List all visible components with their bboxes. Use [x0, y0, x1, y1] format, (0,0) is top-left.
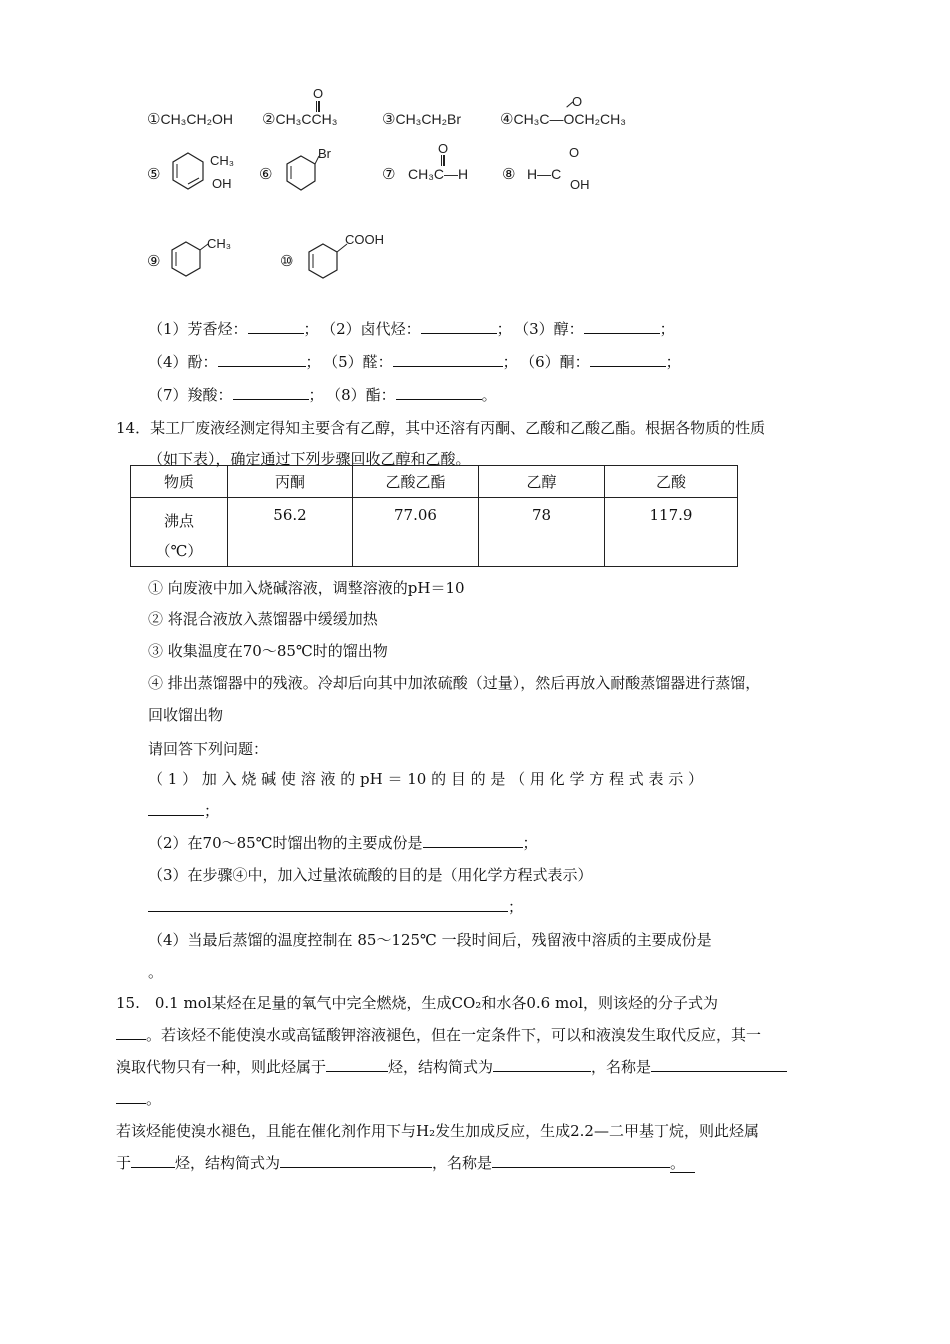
- q15-text: ，名称是: [591, 1058, 652, 1076]
- blank[interactable]: [396, 385, 482, 400]
- blank[interactable]: [584, 319, 660, 334]
- structure-3: [382, 110, 461, 128]
- structure-number: ⑤: [147, 165, 161, 183]
- q14-step-1: ① 向废液中加入烧碱溶液，调整溶液的pH＝10: [148, 579, 465, 597]
- blank[interactable]: [233, 385, 309, 400]
- q15-line-4: [116, 1088, 161, 1109]
- structure-number: ⑥: [259, 165, 273, 183]
- separator: ；: [522, 834, 538, 852]
- structure-number: ⑦: [382, 165, 396, 183]
- q15-text: 烃，结构简式为: [175, 1154, 281, 1172]
- carbonyl-oxygen: O: [438, 141, 449, 156]
- separator: ；: [308, 386, 324, 404]
- structure-number: ③: [382, 110, 396, 128]
- hydroxyl-group: OH: [570, 177, 590, 192]
- structure-1: [147, 110, 233, 128]
- q14-step-3: ③ 收集温度在70～85℃时的馏出物: [148, 642, 388, 660]
- q14-ask: 请回答下列问题：: [148, 740, 269, 758]
- q15-text: ，名称是: [432, 1154, 493, 1172]
- label-alcohol: （3）醇：: [521, 320, 584, 338]
- structure-number: ⑩: [280, 252, 294, 270]
- table-cell: 56.2: [228, 498, 353, 567]
- q14-step-2: ② 将混合液放入蒸馏器中缓缓加热: [148, 610, 378, 628]
- bromo-group: Br: [318, 146, 331, 161]
- table-cell: 78: [479, 498, 605, 567]
- blank[interactable]: [393, 352, 503, 367]
- separator: ；: [508, 898, 524, 916]
- carbonyl-bond: [441, 155, 443, 166]
- q14-part-1: （ 1 ） 加 入 烧 碱 使 溶 液 的 pH ＝ 10 的 目 的 是 （ 用 化 学 方 程 式 表 示 ）: [148, 770, 704, 788]
- q14-line-2: （如下表），确定通过下列步骤回收乙醇和乙酸。: [148, 450, 471, 468]
- table-header: 物质: [131, 466, 228, 498]
- blank[interactable]: [280, 1153, 432, 1168]
- q15-text: 于: [116, 1154, 132, 1172]
- structure-formula: CH₃CCH₃: [275, 111, 338, 127]
- blank[interactable]: [248, 319, 304, 334]
- q15-text: 。若该烃不能使溴水或高锰酸钾溶液褪色，但在一定条件下，可以和液溴发生取代反应，其一: [146, 1026, 762, 1044]
- q14-part-3-cont: [148, 896, 523, 917]
- row-label-line: （℃）: [155, 542, 203, 560]
- structure-formula: CH₃C—H: [408, 166, 469, 182]
- methyl-group: CH₃: [207, 236, 232, 251]
- label-ketone: （6）酮：: [527, 353, 590, 371]
- q15-line-5: 若该烃能使溴水褪色，且能在催化剂作用下与H₂发生加成反应，生成2.2—二甲基丁烷，则此烃属: [116, 1122, 759, 1140]
- q14-step-4-cont: 回收馏出物: [148, 706, 224, 724]
- blank[interactable]: [116, 1025, 146, 1040]
- hydroxyl-group: OH: [212, 176, 232, 191]
- blank[interactable]: [218, 352, 306, 367]
- carbonyl-oxygen: O: [572, 94, 583, 109]
- classify-row-3: [148, 384, 497, 405]
- period: 。: [670, 1154, 695, 1173]
- carbonyl-oxygen: O: [569, 145, 580, 160]
- blank[interactable]: [651, 1057, 787, 1072]
- q14-part-4: （4）当最后蒸馏的温度控制在 85～125℃ 一段时间后，残留液中溶质的主要成份是: [148, 931, 712, 949]
- structure-number: ⑨: [147, 252, 161, 270]
- separator: ；: [502, 353, 518, 371]
- row-label-line: 沸点: [163, 512, 194, 530]
- structure-number: ①: [147, 110, 161, 128]
- separator: ；: [659, 320, 675, 338]
- period: 。: [481, 386, 497, 404]
- table-header: 乙酸: [605, 466, 738, 498]
- label-carboxylic-acid: （7）羧酸：: [148, 386, 233, 404]
- carbonyl-bond: [316, 101, 318, 112]
- label-aldehyde: （5）醛：: [330, 353, 393, 371]
- q14-part-1-cont: [148, 800, 219, 821]
- benzene-ring-icon: [168, 148, 208, 198]
- structure-formula: CH₃CH₂Br: [395, 111, 462, 127]
- separator: ；: [305, 353, 321, 371]
- table-cell: 77.06: [353, 498, 479, 567]
- carbonyl-oxygen: O: [313, 86, 324, 101]
- period: 。: [146, 1090, 162, 1108]
- label-aromatic-hydrocarbon: （1）芳香烃：: [148, 320, 248, 338]
- benzene-ring-icon: [166, 232, 210, 290]
- q15-text: 溴取代物只有一种，则此烃属于: [116, 1058, 327, 1076]
- structure-number: ⑧: [502, 165, 516, 183]
- blank[interactable]: [423, 833, 523, 848]
- q14-part-3: （3）在步骤④中，加入过量浓硫酸的目的是（用化学方程式表示）: [148, 866, 593, 884]
- structure-formula: CH₃C—OCH₂CH₃: [513, 111, 626, 127]
- structure-4: [500, 110, 626, 128]
- benzene-ring-icon: [281, 148, 323, 198]
- q15-line-1: 15. 0.1 mol某烃在足量的氧气中完全燃烧，生成CO₂和水各0.6 mol，则该烃的分子式为: [116, 994, 718, 1012]
- blank[interactable]: [148, 897, 508, 912]
- classify-row-2: [148, 351, 681, 372]
- structure-formula: H—C: [527, 166, 562, 182]
- separator: ；: [204, 802, 220, 820]
- table-cell: 117.9: [605, 498, 738, 567]
- blank[interactable]: [326, 1057, 388, 1072]
- label-halohydrocarbon: （2）卤代烃：: [328, 320, 421, 338]
- q15-line-3: [116, 1056, 787, 1077]
- label-phenol: （4）酚：: [148, 353, 218, 371]
- q14-step-4: ④ 排出蒸馏器中的残液。冷却后向其中加浓硫酸（过量），然后再放入耐酸蒸馏器进行蒸馏，: [148, 674, 761, 692]
- blank[interactable]: [148, 801, 204, 816]
- blank[interactable]: [421, 319, 497, 334]
- structure-formula: CH₃CH₂OH: [160, 111, 234, 127]
- carboxyl-group: COOH: [345, 232, 384, 247]
- q14-line-1: 14．某工厂废液经测定得知主要含有乙醇，其中还溶有丙酮、乙酸和乙酸乙酯。根据各物质的性质: [116, 419, 766, 437]
- blank[interactable]: [131, 1153, 175, 1168]
- separator: ；: [303, 320, 319, 338]
- q14-part-2: [148, 832, 538, 853]
- blank[interactable]: [492, 1153, 670, 1168]
- table-header: 乙酸乙酯: [353, 466, 479, 498]
- methyl-group: CH₃: [210, 153, 235, 168]
- structure-number: ④: [500, 110, 514, 128]
- separator: ；: [496, 320, 512, 338]
- table-header: 丙酮: [228, 466, 353, 498]
- label-ester: （8）酯：: [333, 386, 396, 404]
- separator: ；: [665, 353, 681, 371]
- classify-row-1: [148, 318, 675, 339]
- q14-part-4-cont: 。: [148, 963, 164, 981]
- blank[interactable]: [493, 1057, 591, 1072]
- q15-text: 烃，结构简式为: [388, 1058, 494, 1076]
- table-header: 乙醇: [479, 466, 605, 498]
- q15-line-6: [116, 1152, 695, 1173]
- row-label: [131, 498, 228, 567]
- structure-number: ②: [262, 110, 276, 128]
- boiling-point-table: [130, 465, 738, 567]
- q15-line-2: [116, 1024, 761, 1045]
- benzene-ring-icon: [303, 232, 349, 290]
- part-2-text: （2）在70～85℃时馏出物的主要成份是: [148, 834, 423, 852]
- blank[interactable]: [116, 1089, 146, 1104]
- structure-2: [262, 110, 337, 128]
- blank[interactable]: [590, 352, 666, 367]
